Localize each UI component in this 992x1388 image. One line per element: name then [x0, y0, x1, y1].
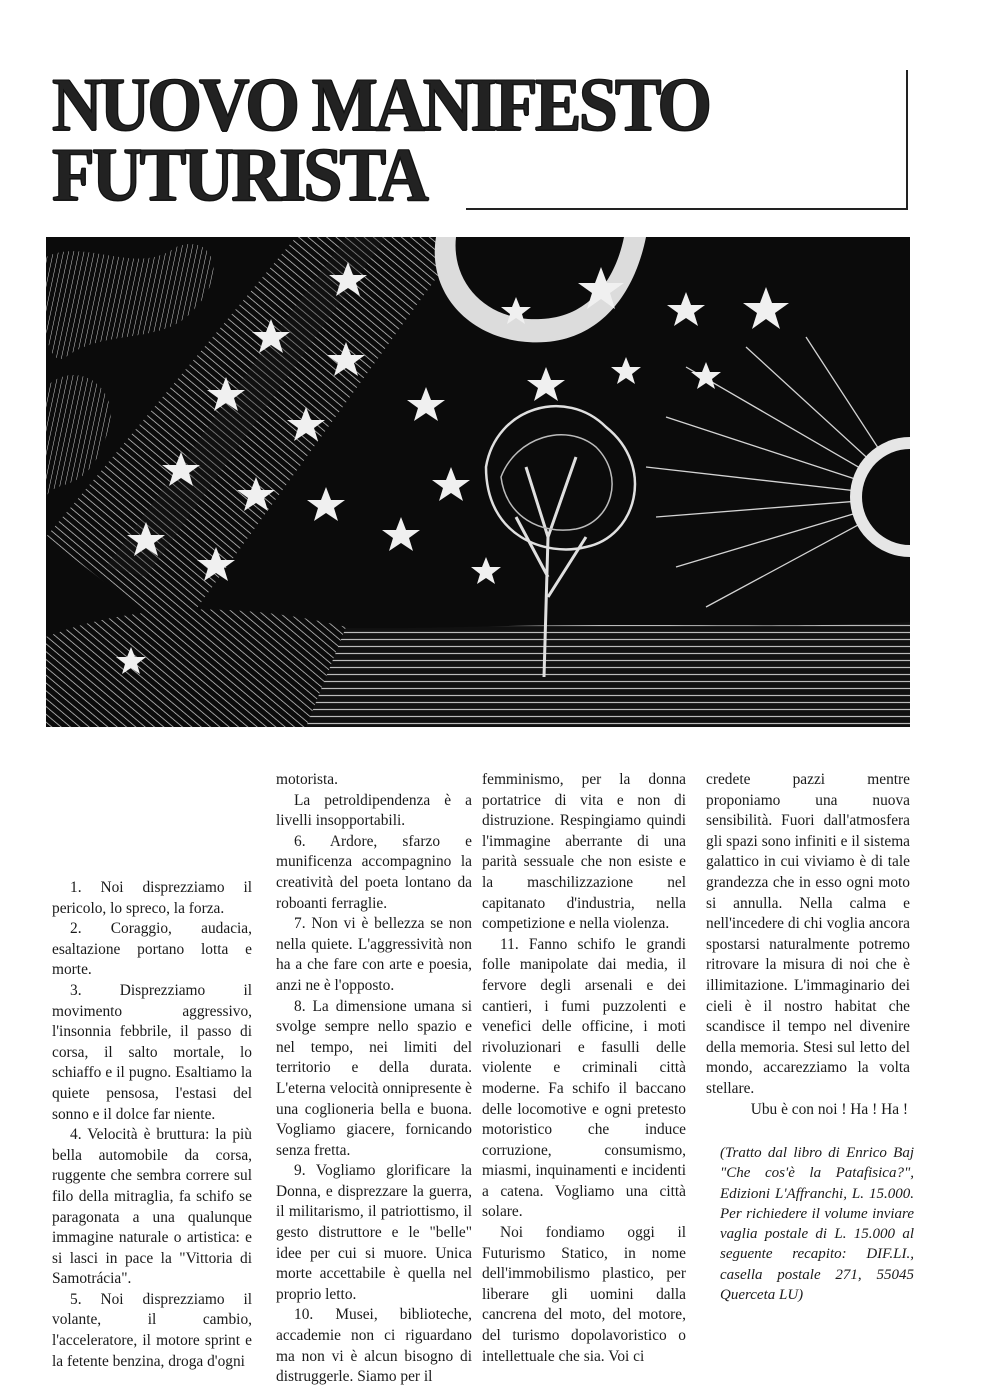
paragraph: 10. Musei, biblioteche, accademie non ci riguardano ma non vi è alcun bisogno di distruggerle. Siamo per il: [276, 1306, 472, 1386]
closing-line: Ubu è con noi ! Ha ! Ha !: [750, 1100, 908, 1118]
title-rule-frame: [466, 70, 908, 210]
paragraph: 5. Noi disprezziamo il volante, il cambio, l'acceleratore, il motore sprint e la fetente benzina, droga d'ogni: [52, 1290, 252, 1370]
column-3: [482, 770, 686, 1367]
credit-text: (Tratto dal libro di Enrico Baj "Che cos'è la Patafisica?", Edizioni L'Affranchi, L. 15.000. Per richiedere il volume inviare vaglia postale di L. 15.000 al seguente recapito: DIF.LI., casella postale 271, 55045 Querceta LU): [720, 1145, 914, 1304]
title-line-2: FUTURISTA: [52, 133, 427, 217]
book-credit: [720, 1143, 914, 1305]
column-4: [706, 770, 910, 1120]
paragraph: motorista.: [276, 771, 338, 788]
paragraph: 11. Fanno schifo le grandi folle manipolate dai media, il fervore degli arsenali e dei cantieri, i fumi puzzolenti e venefici delle officine, i moti rivoluzionari e fasulli delle violente e criminali città moderne. Fa schifo il baccano delle locomotive e ogni pretesto motoristico che induce corruzione, consumismo, miasmi, inquinamenti e incidenti a catena. Vogliamo una città solare.: [482, 935, 686, 1221]
paragraph: 6. Ardore, sfarzo e munificenza accompagnino la creatività del poeta lontano da roboanti ferraglie.: [276, 832, 472, 912]
paragraph: 7. Non vi è bellezza se non nella quiete. L'aggressività non ha a che fare con arte e poesia, anzi ne è l'opposto.: [276, 915, 472, 994]
paragraph: Noi fondiamo oggi il Futurismo Statico, in nome dell'immobilismo plastico, per liberare gli uomini dalla cancrena del moto, del motore, del turismo dopolavoristico o intellettuale che sia. Voi ci: [482, 1224, 686, 1365]
paragraph: La petroldipendenza è a livelli insopportabili.: [276, 791, 472, 830]
paragraph: credete pazzi mentre proponiamo una nuova sensibilità. Fuori dall'atmosfera gli spazi sono infiniti e il sistema galattico in cui viviamo è di tale grandezza che in esso ogni moto si annulla. Nella calma e nell'incedere di chi voglia ancora spostarsi naturalmente potremo ritrovare la misura di noi che è illimitazione. L'immaginario dei cieli è il nostro habitat che scandisce il tempo nel divenire della memoria. Stesi sul letto del mondo, accarezziamo la volta stellare.: [706, 771, 910, 1097]
title-line-1: NUOVO MANIFESTO: [52, 63, 710, 147]
paragraph: 1. Noi disprezziamo il pericolo, lo spreco, la forza.: [52, 879, 252, 917]
engraving-svg: [46, 237, 910, 727]
column-1: [52, 878, 252, 1372]
flammarion-engraving-illustration: [46, 237, 910, 727]
paragraph: femminismo, per la donna portatrice di vita e non di distruzione. Respingiamo quindi l'immagine aberrante di una parità sessuale che non esiste e la maschilizzazione nel capitanato d'industria, nella competizione e nella violenza.: [482, 771, 686, 933]
paragraph: 4. Velocità è bruttura: la più bella automobile da corsa, ruggente che sembra correre sul filo della mitraglia, fa schifo se paragonata a una qualunque immagine naturale o artistica: e si lasci in pace la "Vittoria di Samotrácia".: [52, 1126, 252, 1288]
paragraph: 2. Coraggio, audacia, esaltazione portano lotta e morte.: [52, 920, 252, 979]
paragraph: 9. Vogliamo glorificare la Donna, e disprezzare la guerra, il militarismo, il patriottismo, il gesto distruttore e le "belle" idee per cui si muore. Unica morte accettabile è quella nel proprio letto.: [276, 1162, 472, 1303]
paragraph: 3. Disprezziamo il movimento aggressivo, l'insonnia febbrile, il passo di corsa, il salto mortale, lo schiaffo e il pugno. Esaltiamo la quiete pensosa, l'estasi del sonno e il dolce far niente.: [52, 981, 252, 1123]
paragraph: 8. La dimensione umana si svolge sempre nello spazio e nel tempo, nei limiti del territorio e della durata. L'eterna velocità onnipresente è una coglioneria bella e buona. Vogliamo giacere, fornicando senza fretta.: [276, 997, 472, 1159]
column-2: [276, 770, 472, 1388]
